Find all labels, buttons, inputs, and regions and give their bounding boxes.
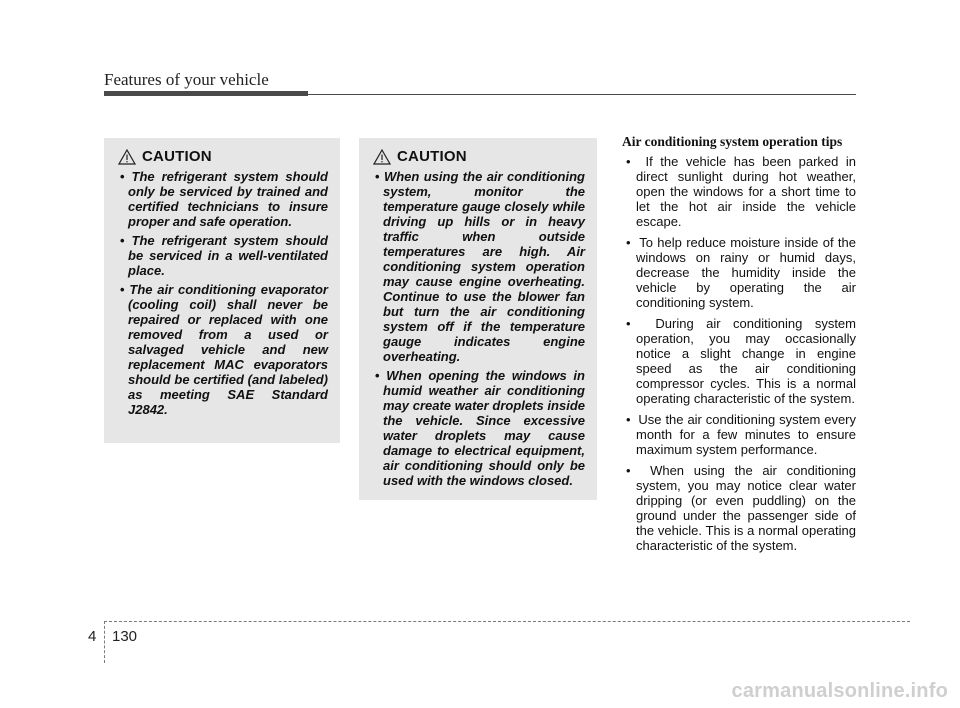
caution-title: CAUTION xyxy=(142,148,212,165)
page-number: 130 xyxy=(112,628,138,645)
tips-list xyxy=(618,154,856,553)
caution-box-refrigerant xyxy=(104,138,340,443)
tip-item: • If the vehicle has been parked in direct sunlight during hot weather, open the windows for a short time to let the hot air inside the vehicle escape. xyxy=(618,154,856,229)
caution-list xyxy=(116,169,328,417)
watermark: carmanualsonline.info xyxy=(731,680,948,702)
tip-item: • When using the air conditioning system, you may notice clear water dripping (or even puddling) on the ground under the passenger side of the vehicle. This is a normal operating characteristic of the system. xyxy=(618,463,856,553)
footer-rule xyxy=(104,621,910,622)
header-title: Features of your vehicle xyxy=(104,70,269,89)
chapter-number: 4 xyxy=(88,628,97,645)
caution-title: CAUTION xyxy=(397,148,467,165)
caution-item: • When opening the windows in humid weather air conditioning may create water droplets inside the vehicle. Since excessive water droplets may cause damage to electrical equipment, air conditioning should only be used with the windows closed. xyxy=(371,368,585,488)
caution-item: • The air conditioning evaporator (cooling coil) shall never be repaired or replaced with one removed from a used or salvaged vehicle and new replacement MAC evaporators should be certified (and labeled) as meeting SAE Standard J2842. xyxy=(116,282,328,417)
tip-item: • Use the air conditioning system every month for a few minutes to ensure maximum system performance. xyxy=(618,412,856,457)
caution-item: • When using the air conditioning system, monitor the temperature gauge closely while driving up hills or in heavy traffic when outside temperatures are high. Air conditioning system operation may cause engine overheating. Continue to use the blower fan but turn the air conditioning system off if the temperature gauge indicates engine overheating. xyxy=(371,169,585,364)
caution-item: • The refrigerant system should only be serviced by trained and certified technicians to insure proper and safe operation. xyxy=(116,169,328,229)
tip-item: • To help reduce moisture inside of the windows on rainy or humid days, decrease the humidity inside the vehicle by operating the air conditioning system. xyxy=(618,235,856,310)
caution-box-overheating xyxy=(359,138,597,500)
caution-item: • The refrigerant system should be serviced in a well-ventilated place. xyxy=(116,233,328,278)
caution-header xyxy=(116,148,328,165)
header-rule xyxy=(308,94,856,95)
warning-triangle-icon xyxy=(373,149,391,165)
tips-title: Air conditioning system operation tips xyxy=(622,134,843,149)
footer-divider xyxy=(104,621,105,663)
tips-section xyxy=(618,134,856,559)
warning-triangle-icon xyxy=(118,149,136,165)
tip-item: • During air conditioning system operation, you may occasionally notice a slight change in engine speed as the air conditioning compressor cycles. This is a normal operating characteristic of the system. xyxy=(618,316,856,406)
header-bar xyxy=(104,91,308,96)
caution-list xyxy=(371,169,585,488)
caution-header xyxy=(371,148,585,165)
